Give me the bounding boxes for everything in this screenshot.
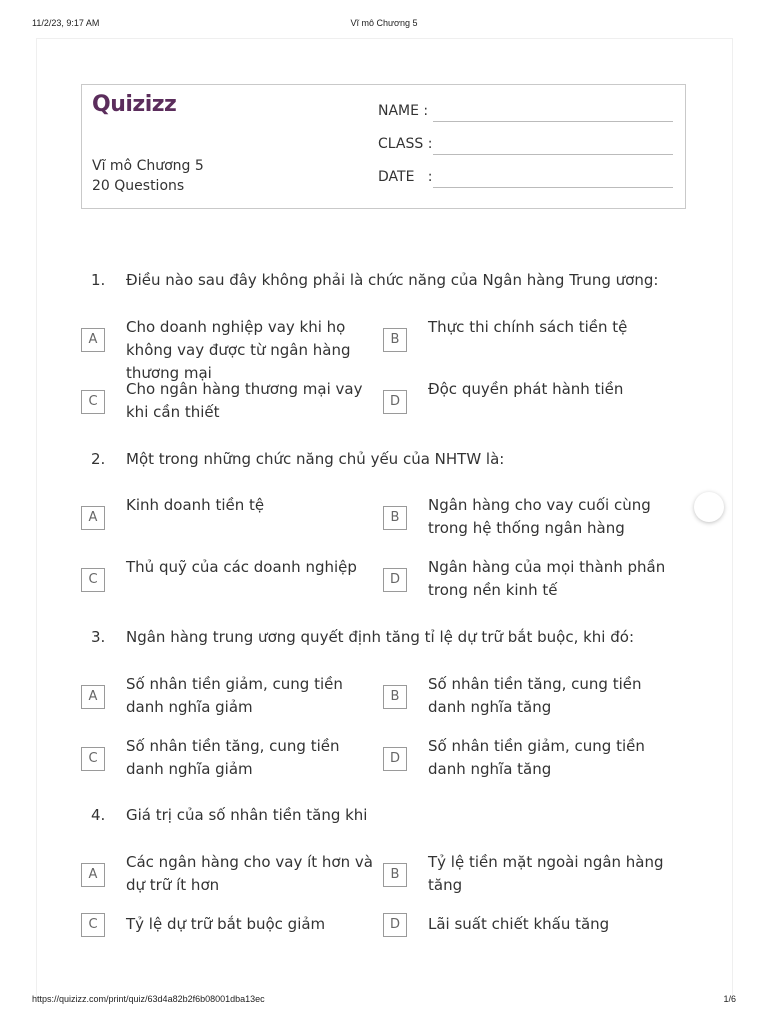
date-line [433, 187, 673, 188]
option-letter-box: C [81, 913, 105, 937]
option-text: Số nhân tiền giảm, cung tiền danh nghĩa tăng [428, 737, 645, 778]
option-letter-box: A [81, 328, 105, 352]
option-text: Thủ quỹ của các doanh nghiệp [126, 558, 357, 576]
option-letter-box: C [81, 747, 105, 771]
name-line [433, 121, 673, 122]
option-letter-box: C [81, 390, 105, 414]
option-text: Số nhân tiền tăng, cung tiền danh nghĩa giảm [126, 737, 340, 778]
print-title: Vĩ mô Chương 5 [350, 18, 418, 28]
option-text: Tỷ lệ tiền mặt ngoài ngân hàng tăng [428, 853, 664, 894]
option-text: Các ngân hàng cho vay ít hơn và dự trữ ít hơn [126, 853, 373, 894]
option-letter-box: A [81, 506, 105, 530]
option-letter-box: A [81, 863, 105, 887]
question-text: Ngân hàng trung ương quyết định tăng tỉ lệ dự trữ bắt buộc, khi đó: [126, 628, 634, 646]
option-text: Số nhân tiền tăng, cung tiền danh nghĩa tăng [428, 675, 642, 716]
option-letter-box: C [81, 568, 105, 592]
class-label: CLASS : [378, 136, 433, 152]
option-text: Số nhân tiền giảm, cung tiền danh nghĩa giảm [126, 675, 343, 716]
question-number: 4. [91, 806, 106, 824]
option-letter-box: D [383, 913, 407, 937]
quiz-title: Vĩ mô Chương 5 [92, 158, 204, 174]
option-letter-box: B [383, 506, 407, 530]
class-line [433, 154, 673, 155]
option-text: Ngân hàng của mọi thành phần trong nền kinh tế [428, 558, 666, 599]
question-text: Giá trị của số nhân tiền tăng khi [126, 806, 368, 824]
option-text: Cho ngân hàng thương mại vay khi cần thiết [126, 380, 363, 421]
option-letter-box: D [383, 747, 407, 771]
option-text: Độc quyền phát hành tiền [428, 380, 624, 398]
option-text: Kinh doanh tiền tệ [126, 496, 265, 514]
question-number: 2. [91, 450, 106, 468]
option-text: Thực thi chính sách tiền tệ [428, 318, 628, 336]
option-letter-box: B [383, 863, 407, 887]
class-field [378, 136, 432, 152]
name-label: NAME : [378, 103, 429, 119]
question-text: Điều nào sau đây không phải là chức năng của Ngân hàng Trung ương: [126, 271, 659, 289]
option-letter-box: B [383, 685, 407, 709]
print-date: 11/2/23, 9:17 AM [32, 18, 100, 28]
question-text: Một trong những chức năng chủ yếu của NHTW là: [126, 450, 505, 468]
option-letter-box: A [81, 685, 105, 709]
option-letter-box: D [383, 390, 407, 414]
quizizz-logo: Quizizz [92, 92, 177, 117]
floating-circle-button[interactable] [694, 492, 724, 522]
print-url: https://quizizz.com/print/quiz/63d4a82b2f6b08001dba13ec [32, 994, 265, 1004]
option-letter-box: D [383, 568, 407, 592]
page-number: 1/6 [723, 994, 736, 1004]
date-field [378, 169, 433, 185]
question-count: 20 Questions [92, 178, 185, 194]
option-text: Lãi suất chiết khấu tăng [428, 915, 610, 933]
option-text: Cho doanh nghiệp vay khi họ không vay được từ ngân hàng thương mại [126, 318, 351, 382]
question-number: 3. [91, 628, 106, 646]
name-field [378, 103, 428, 119]
option-text: Ngân hàng cho vay cuối cùng trong hệ thống ngân hàng [428, 496, 651, 537]
option-text: Tỷ lệ dự trữ bắt buộc giảm [126, 915, 326, 933]
date-label: DATE : [378, 169, 433, 185]
question-number: 1. [91, 271, 106, 289]
option-letter-box: B [383, 328, 407, 352]
